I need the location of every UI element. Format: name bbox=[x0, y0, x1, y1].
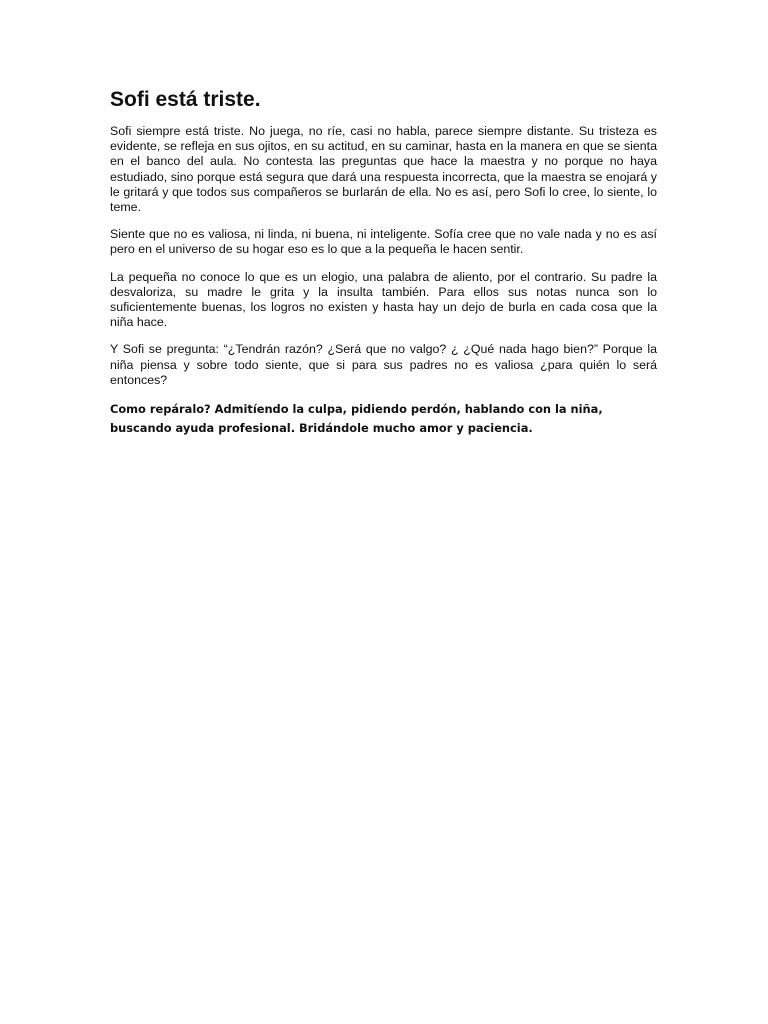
paragraph-4: Y Sofi se pregunta: “¿Tendrán razón? ¿Será que no valgo? ¿ ¿Qué nada hago bien?” Porque la niña piensa y sobre todo siente, que si para sus padres no es valiosa ¿para quién lo será entonces? bbox=[110, 342, 657, 387]
document-title: Sofi está triste. bbox=[110, 88, 261, 111]
paragraph-2: Siente que no es valiosa, ni linda, ni buena, ni inteligente. Sofía cree que no vale nada y no es así pero en el universo de su hogar eso es lo que a la pequeña le hacen sentir. bbox=[110, 227, 657, 257]
closing-paragraph: Como repáralo? Admitíendo la culpa, pidiendo perdón, hablando con la niña, buscando ayuda profesional. Bridándole mucho amor y paciencia. bbox=[110, 402, 603, 435]
document-body bbox=[110, 86, 657, 437]
paragraph-1: Sofi siempre está triste. No juega, no ríe, casi no habla, parece siempre distante. Su tristeza es evidente, se refleja en sus ojitos, en su actitud, en su caminar, hasta en la manera en que se sienta en el banco del aula. No contesta las preguntas que hace la maestra y no porque no haya estudiado, sino porque está segura que dará una respuesta incorrecta, que la maestra se enojará y le gritará y que todos sus compañeros se burlarán de ella. No es así, pero Sofi lo cree, lo siente, lo teme. bbox=[110, 124, 657, 215]
paragraph-3: La pequeña no conoce lo que es un elogio, una palabra de aliento, por el contrario. Su padre la desvaloriza, su madre le grita y la insulta también. Para ellos sus notas nunca son lo suficientemente buenas, los logros no existen y hasta hay un dejo de burla en cada cosa que la niña hace. bbox=[110, 269, 657, 330]
